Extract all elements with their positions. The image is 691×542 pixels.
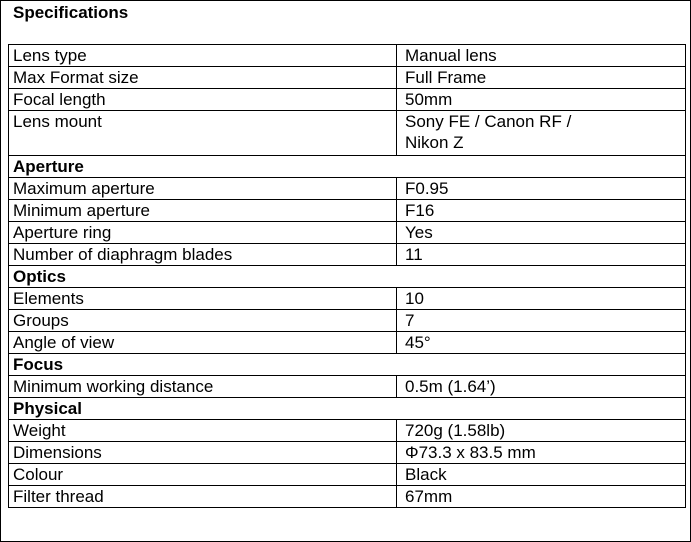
section-heading-row bbox=[9, 354, 686, 376]
spec-value: 720g (1.58lb) bbox=[397, 420, 686, 442]
table-row bbox=[9, 45, 686, 67]
spec-label: Lens mount bbox=[9, 111, 397, 156]
section-heading: Physical bbox=[9, 398, 686, 420]
spec-value: Black bbox=[397, 464, 686, 486]
spec-value bbox=[397, 111, 686, 156]
section-heading: Optics bbox=[9, 266, 686, 288]
spec-label: Groups bbox=[9, 310, 397, 332]
section-heading: Focus bbox=[9, 354, 686, 376]
spec-label: Minimum working distance bbox=[9, 376, 397, 398]
spec-value: 45° bbox=[397, 332, 686, 354]
spec-value-line: Nikon Z bbox=[405, 133, 464, 152]
spec-label: Focal length bbox=[9, 89, 397, 111]
spec-label: Minimum aperture bbox=[9, 200, 397, 222]
section-heading: Aperture bbox=[9, 156, 686, 178]
spec-label: Elements bbox=[9, 288, 397, 310]
table-row bbox=[9, 67, 686, 89]
table-row bbox=[9, 442, 686, 464]
specifications-table bbox=[8, 44, 686, 508]
spec-value: 50mm bbox=[397, 89, 686, 111]
spec-value: F0.95 bbox=[397, 178, 686, 200]
section-heading-row bbox=[9, 266, 686, 288]
spec-value: Yes bbox=[397, 222, 686, 244]
spec-value: 0.5m (1.64’) bbox=[397, 376, 686, 398]
table-row bbox=[9, 288, 686, 310]
spec-value: 7 bbox=[397, 310, 686, 332]
table-row bbox=[9, 244, 686, 266]
spec-value-line: Sony FE / Canon RF / bbox=[405, 112, 572, 131]
section-heading-row bbox=[9, 398, 686, 420]
table-row bbox=[9, 420, 686, 442]
table-row bbox=[9, 376, 686, 398]
spec-label: Maximum aperture bbox=[9, 178, 397, 200]
spec-value: 10 bbox=[397, 288, 686, 310]
spec-label: Angle of view bbox=[9, 332, 397, 354]
spec-value: 67mm bbox=[397, 486, 686, 508]
table-row bbox=[9, 222, 686, 244]
spec-label: Filter thread bbox=[9, 486, 397, 508]
table-row bbox=[9, 200, 686, 222]
spec-label: Dimensions bbox=[9, 442, 397, 464]
page-title: Specifications bbox=[13, 3, 129, 22]
spec-label: Aperture ring bbox=[9, 222, 397, 244]
table-row bbox=[9, 332, 686, 354]
table-row bbox=[9, 464, 686, 486]
table-row bbox=[9, 310, 686, 332]
spec-label: Weight bbox=[9, 420, 397, 442]
spec-label: Max Format size bbox=[9, 67, 397, 89]
spec-label: Colour bbox=[9, 464, 397, 486]
spec-value: F16 bbox=[397, 200, 686, 222]
spec-value: 11 bbox=[397, 244, 686, 266]
spec-value: Full Frame bbox=[397, 67, 686, 89]
table-row bbox=[9, 178, 686, 200]
spec-value: Φ73.3 x 83.5 mm bbox=[397, 442, 686, 464]
table-row bbox=[9, 111, 686, 156]
table-row bbox=[9, 486, 686, 508]
spec-value: Manual lens bbox=[397, 45, 686, 67]
spec-label: Lens type bbox=[9, 45, 397, 67]
spec-label: Number of diaphragm blades bbox=[9, 244, 397, 266]
table-row bbox=[9, 89, 686, 111]
section-heading-row bbox=[9, 156, 686, 178]
